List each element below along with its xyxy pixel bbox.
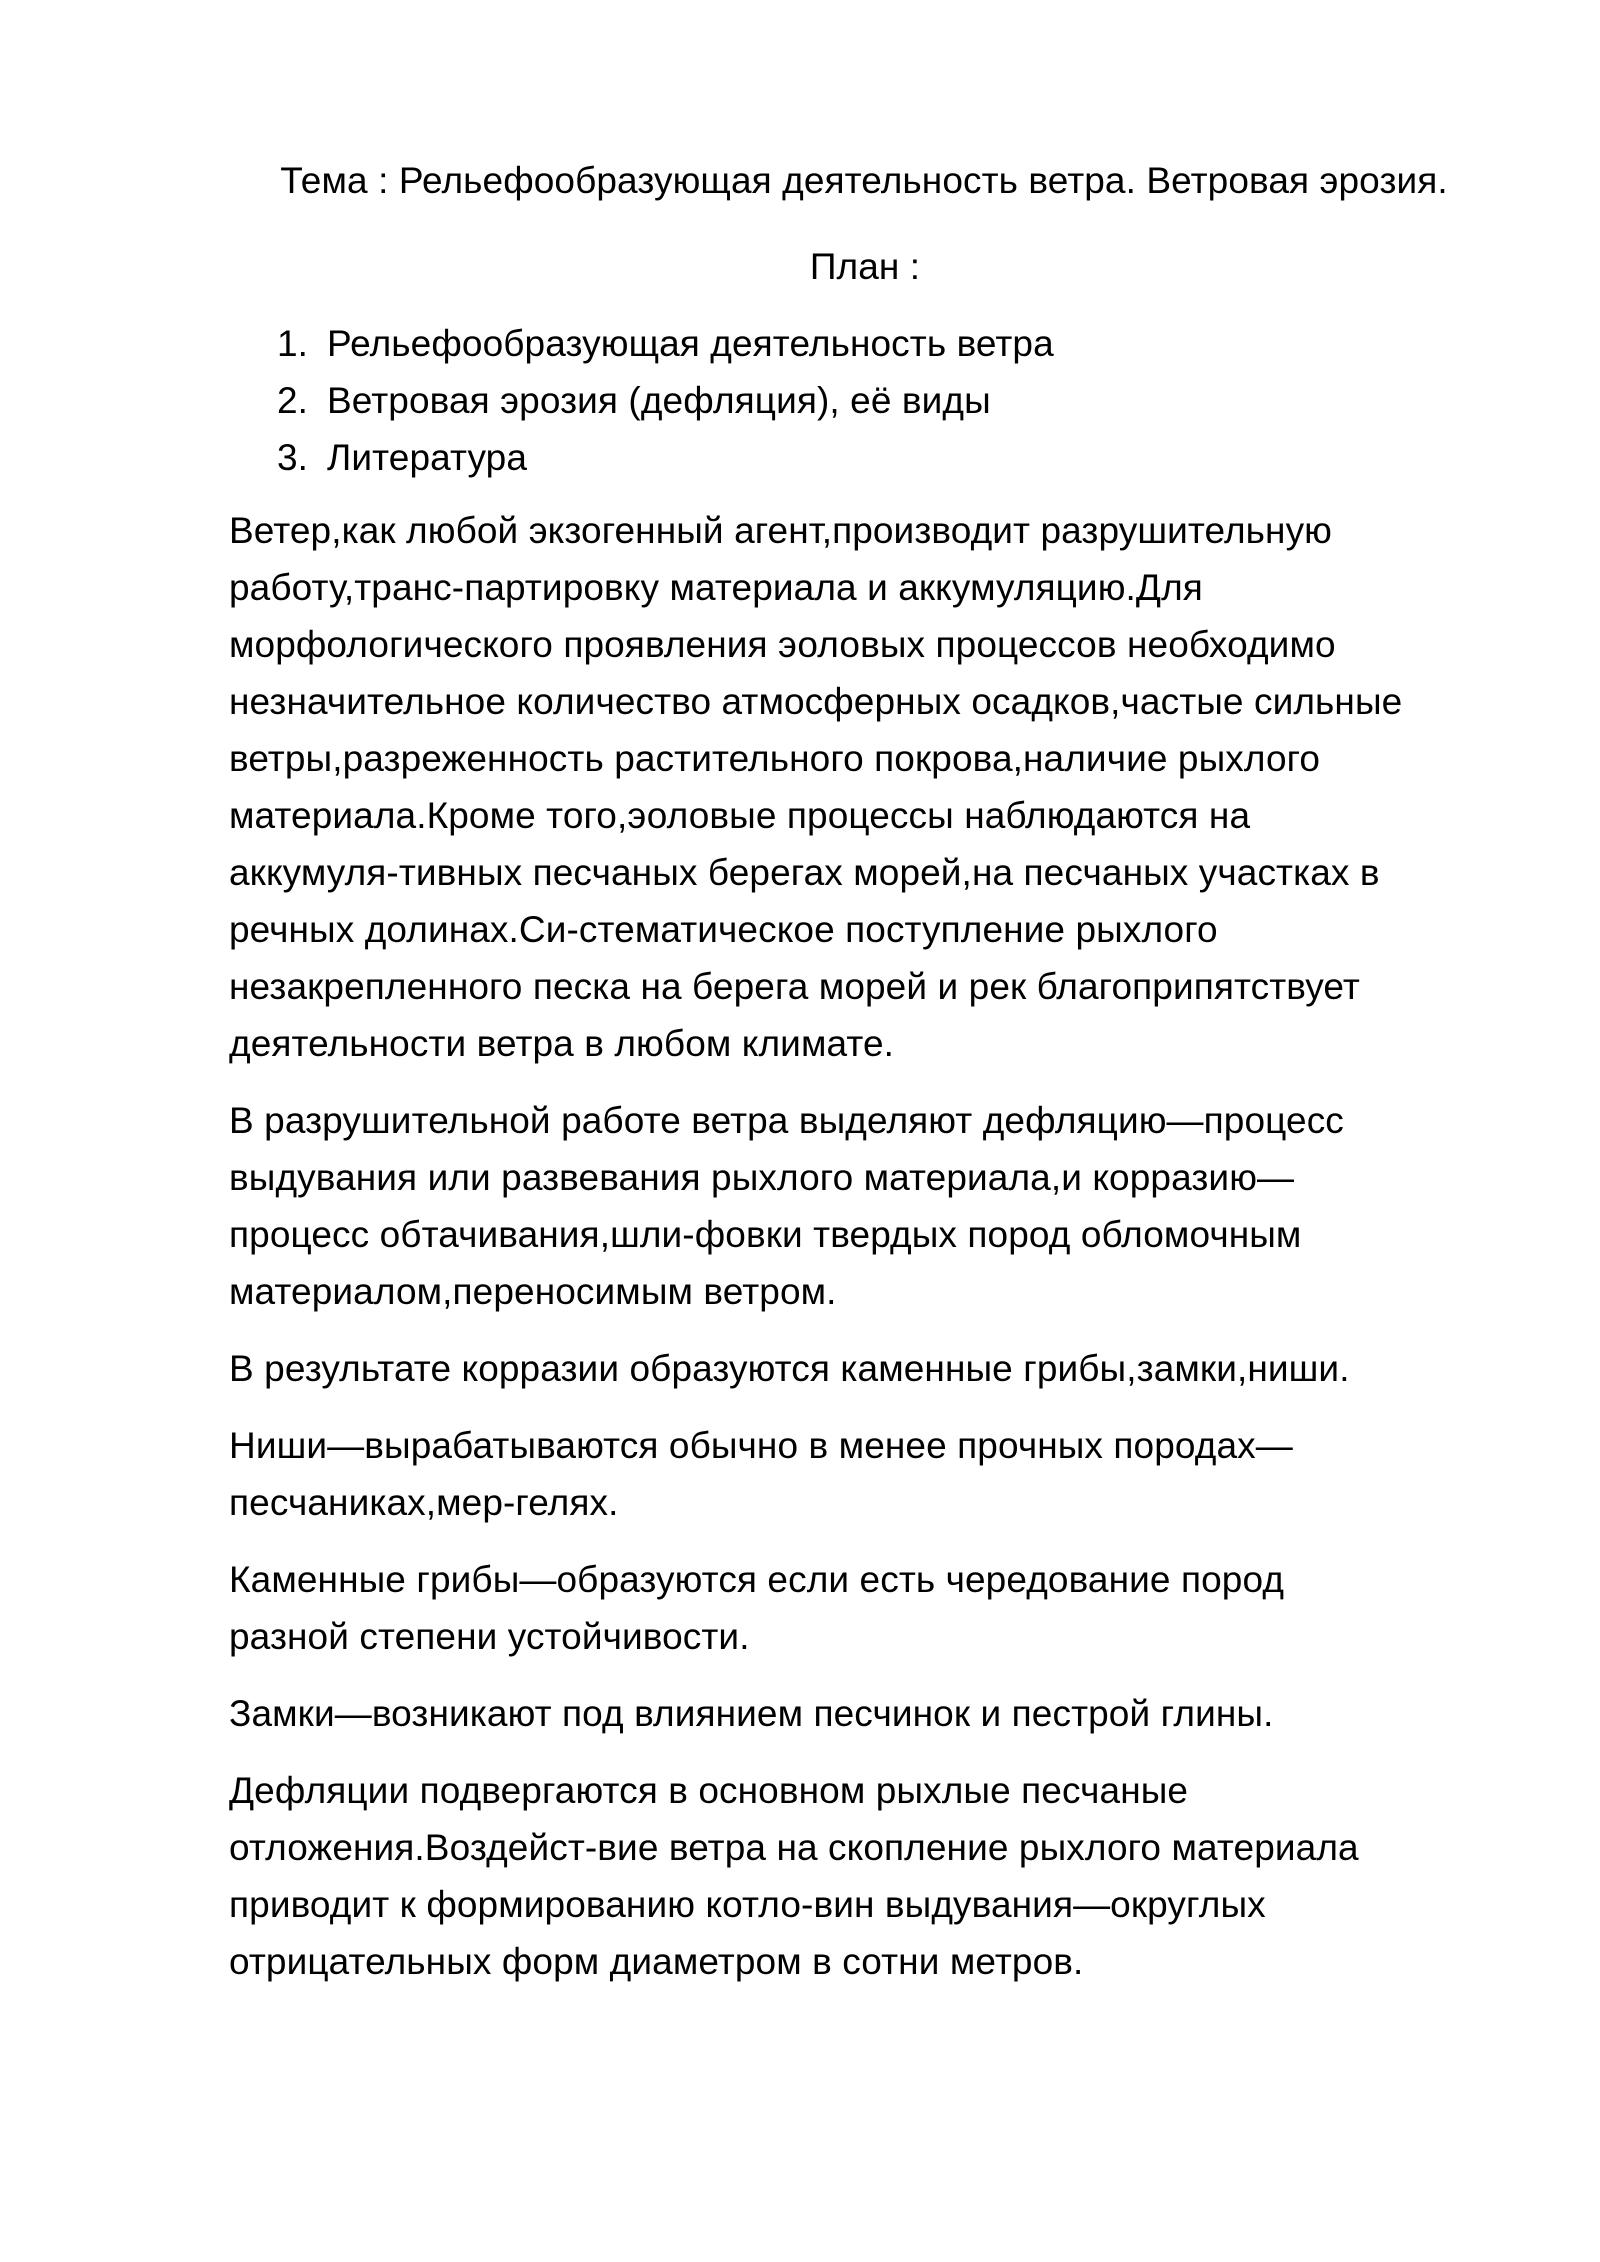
paragraph-line: Дефляции подвергаются в основном рыхлые песчаные <box>229 1770 1189 1811</box>
body-paragraph <box>229 1340 1499 1397</box>
plan-item-text: Литература <box>327 437 528 478</box>
paragraph-line: В разрушительной работе ветра выделяют дефляцию—процесс <box>229 1100 1344 1141</box>
paragraph-line: разной степени устойчивости. <box>229 1616 750 1657</box>
paragraph-line: деятельности ветра в любом климате. <box>229 1023 895 1064</box>
paragraph-line: аккумуля-тивных песчаных берегах морей,на песчаных участках в <box>229 852 1380 893</box>
document-topic-heading: Тема : Рельефообразующая деятельность ветра. Ветровая эрозия. <box>280 160 1448 201</box>
paragraph-line: незначительное количество атмосферных осадков,частые сильные <box>229 681 1403 722</box>
paragraph-line: незакрепленного песка на берега морей и рек благоприпятствует <box>229 966 1360 1007</box>
body-paragraph <box>229 1551 1499 1665</box>
body-paragraph <box>229 502 1499 1072</box>
paragraph-line: выдувания или развевания рыхлого материала,и корразию— <box>229 1157 1295 1198</box>
paragraph-line: отрицательных форм диаметром в сотни метров. <box>229 1941 1084 1982</box>
document-body <box>229 502 1499 2010</box>
paragraph-line: приводит к формированию котло-вин выдувания—округлых <box>229 1884 1266 1925</box>
paragraph-line: отложения.Воздейст-вие ветра на скопление рыхлого материала <box>229 1827 1359 1868</box>
paragraph-line: работу,транс-партировку материала и аккумуляцию.Для <box>229 567 1203 608</box>
body-paragraph <box>229 1417 1499 1531</box>
paragraph-line: Ветер,как любой экзогенный агент,производит разрушительную <box>229 510 1333 551</box>
paragraph-line: материалом,переносимым ветром. <box>229 1271 837 1312</box>
paragraph-line: песчаниках,мер-гелях. <box>229 1482 619 1523</box>
paragraph-line: Ниши—вырабатываются обычно в менее прочных породах— <box>229 1425 1293 1466</box>
paragraph-line: материала.Кроме того,эоловые процессы наблюдаются на <box>229 795 1251 836</box>
paragraph-line: морфологического проявления эоловых процессов необходимо <box>229 624 1336 665</box>
plan-item-text: Рельефообразующая деятельность ветра <box>327 323 1054 364</box>
paragraph-line: В результате корразии образуются каменные грибы,замки,ниши. <box>229 1348 1350 1389</box>
body-paragraph <box>229 1762 1499 1990</box>
paragraph-line: Замки—возникают под влиянием песчинок и пестрой глины. <box>229 1693 1274 1734</box>
plan-item-number: 2. <box>277 380 309 421</box>
body-paragraph <box>229 1092 1499 1320</box>
plan-item-text: Ветровая эрозия (дефляция), её виды <box>327 380 991 421</box>
plan-item-number: 1. <box>277 323 309 364</box>
paragraph-line: Каменные грибы—образуются если есть чередование пород <box>229 1559 1285 1600</box>
plan-heading: План : <box>809 246 921 287</box>
paragraph-line: речных долинах.Си-стематическое поступление рыхлого <box>229 909 1218 950</box>
plan-item-number: 3. <box>277 437 309 478</box>
paragraph-line: ветры,разреженность растительного покрова,наличие рыхлого <box>229 738 1321 779</box>
paragraph-line: процесс обтачивания,шли-фовки твердых пород обломочным <box>229 1214 1302 1255</box>
body-paragraph <box>229 1685 1499 1742</box>
